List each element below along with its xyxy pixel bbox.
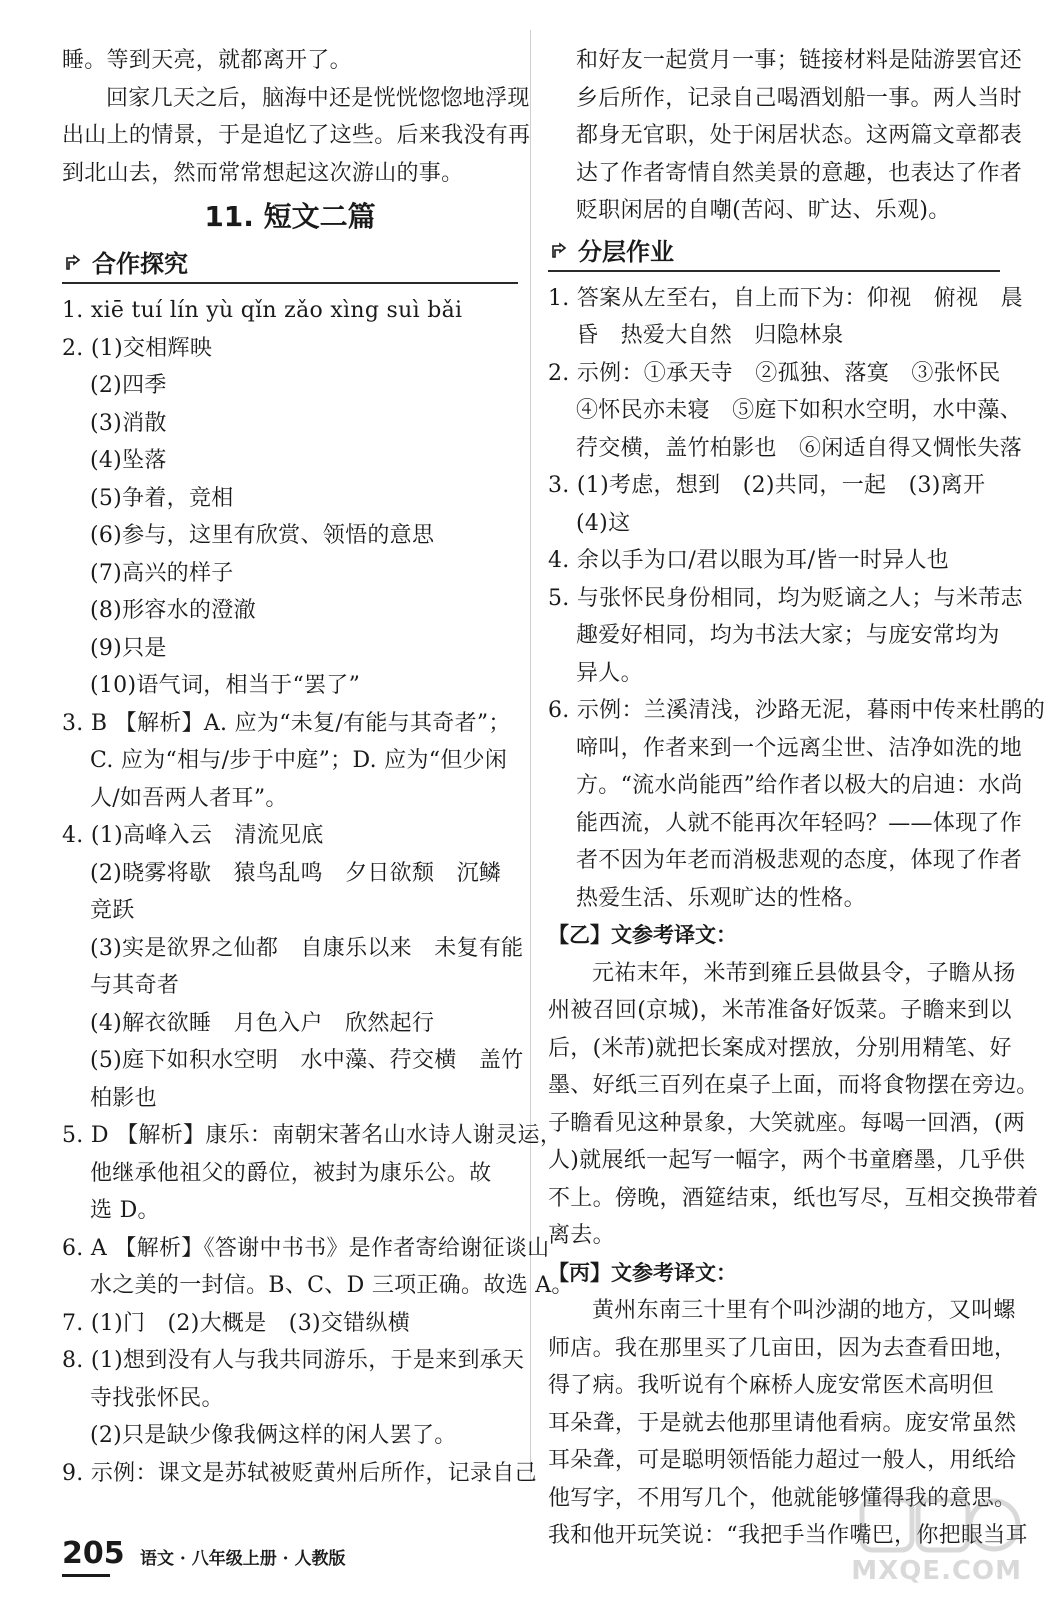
answer-line: 4. (1)高峰入云 清流见底 (62, 823, 324, 848)
answer-line: (7)高兴的样子 (90, 560, 234, 586)
answer-line: (4)这 (576, 510, 631, 536)
answer-line: (3)实是欲界之仙都 自康乐以来 未复有能 (90, 935, 524, 961)
answer-line: 4. 余以手为口/君以眼为耳/皆一时异人也 (548, 548, 950, 573)
text-line: 贬职闲居的自嘲(苦闷、旷达、乐观)。 (576, 198, 951, 223)
answers-list-left (62, 292, 574, 1492)
text-line: 到北山去，然而常常想起这次游山的事。 (62, 160, 464, 186)
answer-line: 荇交横，盖竹柏影也 ⑥闲适自得又惆怅失落 (576, 435, 1023, 461)
answer-line: (6)参与，这里有欣赏、领悟的意思 (90, 523, 435, 548)
answer-line: (5)争着，竞相 (90, 485, 234, 511)
translation-line: 耳朵聋，可是聪明领悟能力超过一般人，用纸给 (548, 1448, 1017, 1473)
translation-line: 州被召回(京城)，米芾准备好饭菜。子瞻来到以 (548, 998, 1012, 1023)
answer-line: 异人。 (576, 660, 643, 686)
translation-line: 得了病。我听说有个麻桥人庞安常医术高明但 (548, 1373, 995, 1398)
answer-line: 能西流，人就不能再次年轻吗？——体现了作 (576, 810, 1023, 836)
translation-line: 元祐末年，米芾到雍丘县做县令，子瞻从扬 (592, 960, 1016, 986)
answer-line: 2. 示例：①承天寺 ②孤独、落寞 ③张怀民 (548, 360, 1001, 386)
answer-line: (5)庭下如积水空明 水中藻、荇交横 盖竹 (90, 1048, 524, 1073)
answer-line: (4)坠落 (90, 448, 167, 473)
answer-line: 5. D 【解析】康乐：南朝宋著名山水诗人谢灵运， (62, 1123, 563, 1148)
answer-line: (3)消散 (90, 410, 167, 436)
left-column (62, 42, 574, 1492)
chapter-title: 11. 短文二篇 (204, 200, 376, 233)
answer-line: 8. (1)想到没有人与我共同游乐，于是来到承天 (62, 1348, 525, 1373)
left-intro-paragraph (62, 42, 531, 192)
section-title: 分层作业 (578, 237, 674, 266)
answer-line: 寺找张怀民。 (90, 1385, 224, 1411)
answer-line: (8)形容水的澄澈 (90, 598, 256, 623)
right-intro-paragraph (548, 42, 1023, 230)
answer-line: 人/如吾两人者耳”。 (90, 785, 288, 811)
yi-translation-heading: 【乙】文参考译文： (548, 923, 737, 947)
text-line: 回家几天之后，脑海中还是恍恍惚惚地浮现 (106, 85, 530, 111)
answer-line: 竞跃 (90, 898, 135, 923)
section-header-hezuo (62, 244, 518, 286)
answer-line: 他继承他祖父的爵位，被封为康乐公。故 (90, 1160, 492, 1186)
section-header-fenceng (548, 232, 1000, 274)
book-info: 语文 · 八年级上册 · 人教版 (140, 1549, 346, 1569)
answer-line: (2)只是缺少像我俩这样的闲人罢了。 (90, 1423, 457, 1448)
section-rule (548, 270, 1000, 272)
section-marker-icon (550, 242, 568, 260)
answer-line: 3. (1)考虑，想到 (2)共同，一起 (3)离开 (548, 473, 986, 498)
translation-line: 人)就展纸一起写一幅字，两个书童磨墨，几乎供 (548, 1148, 1026, 1173)
translation-line: 黄州东南三十里有个叫沙湖的地方，又叫螺 (592, 1298, 1016, 1323)
answer-line: (2)四季 (90, 373, 167, 398)
answer-line: 柏影也 (90, 1085, 157, 1111)
translation-line: 我和他开玩笑说：“我把手当作嘴巴，你把眼当耳 (548, 1523, 1028, 1548)
answer-line: 热爱生活、乐观旷达的性格。 (576, 885, 866, 911)
answer-line: 7. (1)门 (2)大概是 (3)交错纵横 (62, 1310, 411, 1336)
text-line: 乡后所作，记录自己喝酒划船一事。两人当时 (576, 85, 1023, 111)
text-line: 出山上的情景，于是追忆了这些。后来我没有再 (62, 123, 531, 148)
page-number: 205 (62, 1536, 125, 1571)
text-line: 和好友一起赏月一事；链接材料是陆游罢官还 (576, 48, 1023, 73)
answer-line: 9. 示例：课文是苏轼被贬黄州后所作，记录自己 (62, 1460, 537, 1486)
answer-stamp-logo-icon (852, 1492, 1022, 1562)
answer-line: 方。“流水尚能西”给作者以极大的启迪：水尚 (576, 773, 1023, 798)
answer-line: (9)只是 (90, 635, 167, 661)
answer-line: 水之美的一封信。B、C、D 三项正确。故选 A。 (90, 1273, 574, 1298)
answer-line: ④怀民亦未寝 ⑤庭下如积水空明，水中藻、 (576, 398, 1023, 423)
section-marker-icon (64, 254, 82, 272)
answer-line: (2)晓雾将歇 猿鸟乱鸣 夕日欲颓 沉鳞 (90, 860, 502, 886)
watermark (852, 1492, 1022, 1592)
bing-translation-heading: 【丙】文参考译文： (548, 1260, 737, 1285)
answer-line: 6. 示例：兰溪清浅，沙路无泥，暮雨中传来杜鹃的 (548, 698, 1046, 723)
answer-line: 与其奇者 (90, 973, 180, 998)
text-line: 睡。等到天亮，就都离开了。 (62, 48, 352, 73)
answer-line: 6. A 【解析】《答谢中书书》是作者寄给谢征谈山 (62, 1235, 550, 1261)
answer-line: 者不因为年老而消极悲观的态度，体现了作者 (576, 848, 1023, 873)
translation-line: 师店。我在那里买了几亩田，因为去查看田地， (548, 1335, 1017, 1361)
yi-translation (548, 955, 1039, 1255)
translation-line: 子瞻看见这种景象，大笑就座。每喝一回酒，(两 (548, 1110, 1026, 1136)
translation-line: 墨、好纸三百列在桌子上面，而将食物摆在旁边。 (548, 1073, 1039, 1098)
text-line: 都身无官职，处于闲居状态。这两篇文章都表 (576, 123, 1023, 148)
answer-line: (4)解衣欲睡 月色入户 欣然起行 (90, 1010, 435, 1036)
translation-line: 后，(米芾)就把长案成对摆放，分别用精笔、好 (548, 1035, 1012, 1061)
answer-line: C. 应为“相与/步于中庭”；D. 应为“但少闲 (90, 748, 508, 773)
answer-line: 5. 与张怀民身份相同，均为贬谪之人；与米芾志 (548, 585, 1023, 611)
right-column (548, 42, 1046, 1555)
translation-line: 他写字，不用写几个，他就能够懂得我的意思。 (548, 1485, 1017, 1511)
answer-line: (10)语气词，相当于“罢了” (90, 673, 361, 698)
translation-line: 离去。 (548, 1223, 615, 1248)
section-rule (62, 282, 518, 284)
answer-line: 昏 热爱大自然 归隐林泉 (576, 323, 844, 348)
section-title: 合作探究 (92, 250, 188, 278)
answer-line: 1. 答案从左至右，自上而下为：仰视 俯视 晨 (548, 285, 1023, 311)
answer-line: 趣爱好相同，均为书法大家；与庞安常均为 (576, 623, 1000, 648)
answer-line: 2. (1)交相辉映 (62, 335, 213, 361)
answer-line: 1. xiē tuí lín yù qǐn zǎo xìng suì bǎi (62, 298, 463, 323)
translation-line: 不上。傍晚，酒筵结束，纸也写尽，互相交换带着 (548, 1185, 1039, 1211)
answer-line: 3. B 【解析】A. 应为“未复/有能与其奇者”； (62, 710, 511, 736)
page-number-underline (62, 1574, 110, 1577)
answer-line: 啼叫，作者来到一个远离尘世、洁净如洗的地 (576, 735, 1023, 761)
watermark-text: MXQE.COM (851, 1556, 1022, 1586)
text-line: 达了作者寄情自然美景的意趣，也表达了作者 (576, 160, 1023, 186)
column-divider (530, 30, 531, 1480)
translation-line: 耳朵聋，于是就去他那里请他看病。庞安常虽然 (548, 1410, 1017, 1436)
answer-line: 选 D。 (90, 1198, 160, 1223)
answers-list-right (548, 280, 1046, 918)
